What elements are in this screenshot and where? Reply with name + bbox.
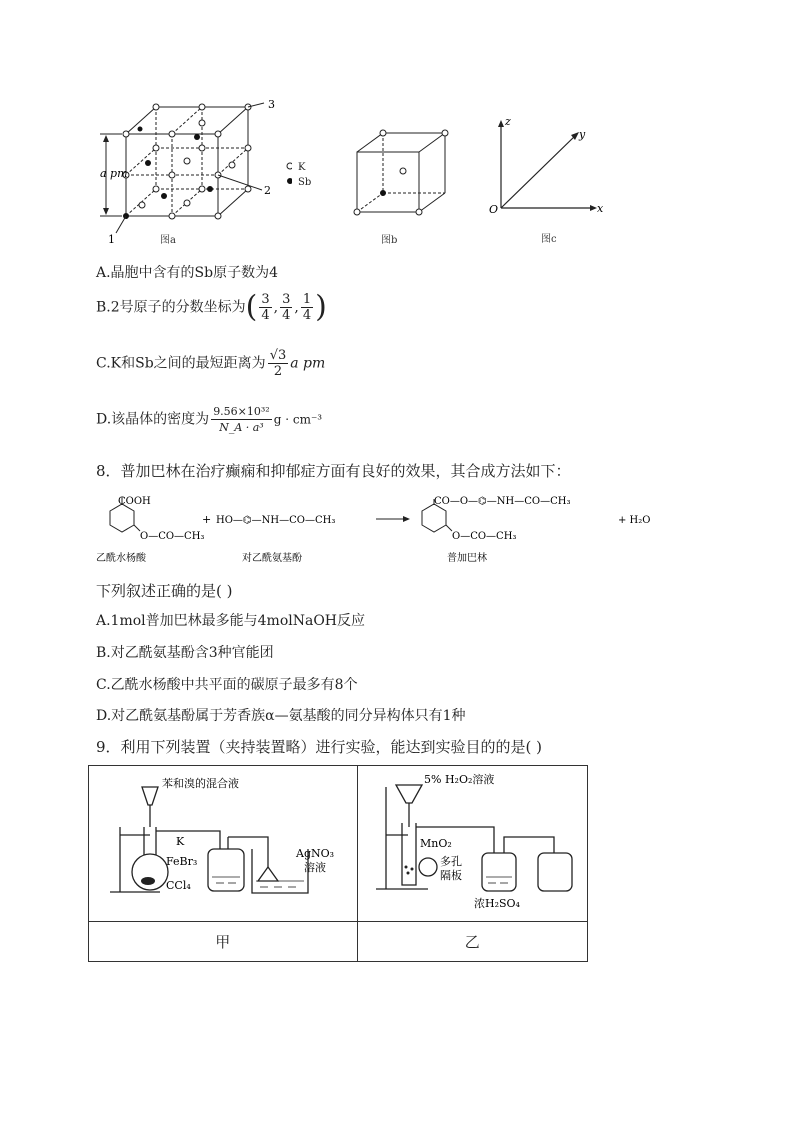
q7-option-a: A.晶胞中含有的Sb原子数为4 bbox=[96, 265, 279, 281]
figure-c bbox=[485, 112, 615, 247]
svg-text:HO—⌬—NH—CO—CH₃: HO—⌬—NH—CO—CH₃ bbox=[216, 515, 336, 526]
axis-x: x bbox=[597, 202, 604, 215]
cell-label-jia: 甲 bbox=[89, 922, 358, 962]
cell-label-yi: 乙 bbox=[357, 922, 587, 962]
reactant1-name: 乙酰水杨酸 bbox=[96, 553, 146, 564]
svg-text:CO—O—⌬—NH—CO—CH₃: CO—O—⌬—NH—CO—CH₃ bbox=[434, 496, 571, 507]
product-name: 普加巴林 bbox=[447, 553, 487, 564]
label-porous2: 隔板 bbox=[440, 868, 463, 882]
axis-y: y bbox=[579, 128, 586, 141]
figure-a bbox=[92, 95, 292, 250]
q8-prompt: 下列叙述正确的是( ) bbox=[96, 582, 233, 600]
q8-stem: 8．普加巴林在治疗癫痫和抑郁症方面有良好的效果，其合成方法如下： bbox=[96, 462, 571, 480]
legend-k: K bbox=[298, 162, 306, 173]
label-agno3: AgNO₃ bbox=[295, 846, 334, 860]
q9-stem: 9．利用下列装置（夹持装置略）进行实验，能达到实验目的的是( ) bbox=[96, 738, 543, 756]
q7-option-c: C.K和Sb之间的最短距离为 $\frac{√3}{2}$ a pm bbox=[96, 348, 326, 379]
apparatus-yi bbox=[358, 767, 586, 917]
q7-option-b-prefix: B.2号原子的分数坐标为 bbox=[96, 299, 246, 316]
legend-sb-swatch bbox=[287, 178, 292, 184]
apparatus-jia bbox=[90, 767, 356, 917]
q8-option-b: B.对乙酰氨基酚含3种官能团 bbox=[96, 645, 274, 661]
label-h2o2: 5% H₂O₂溶液 bbox=[424, 772, 495, 786]
label-h2so4: 浓H₂SO₄ bbox=[474, 896, 521, 910]
svg-text:+: + bbox=[202, 513, 212, 526]
svg-text:+ H₂O: + H₂O bbox=[618, 515, 651, 526]
q8-option-d: D.对乙酰氨基酚属于芳香族α—氨基酸的同分异构体只有1种 bbox=[96, 708, 466, 724]
apparatus-jia-cell bbox=[89, 766, 358, 922]
label-ccl4: CCl₄ bbox=[165, 878, 191, 892]
legend bbox=[298, 160, 311, 190]
legend-sb: Sb bbox=[298, 177, 312, 188]
q7-option-d: D.该晶体的密度为 $\frac{\text{9.56×10³²}}{\text{N\_A · a³}}$ g · cm⁻³ bbox=[96, 405, 323, 434]
lattice-label: a pm bbox=[100, 167, 128, 180]
reactant2-name: 对乙酰氨基酚 bbox=[242, 553, 302, 564]
atom-label-3: 3 bbox=[268, 98, 275, 111]
q7-option-b: B.2号原子的分数坐标为( $\frac{3}{4}$ , $\frac{3}{4}$ , $\frac{1}{4}$ ) bbox=[96, 289, 327, 325]
q8-option-c: C.乙酰水杨酸中共平面的碳原子最多有8个 bbox=[96, 677, 358, 693]
atom-label-2: 2 bbox=[264, 184, 271, 197]
svg-text:O—CO—CH₃: O—CO—CH₃ bbox=[140, 531, 205, 542]
apparatus-table bbox=[88, 765, 588, 962]
svg-text:O—CO—CH₃: O—CO—CH₃ bbox=[452, 531, 517, 542]
axis-z: z bbox=[505, 115, 511, 128]
legend-k-swatch bbox=[287, 163, 292, 169]
label-porous1: 多孔 bbox=[440, 854, 463, 868]
label-k: K bbox=[175, 834, 185, 848]
fig-c-caption: 图c bbox=[541, 234, 557, 245]
axis-origin: O bbox=[489, 203, 499, 216]
svg-text:COOH: COOH bbox=[118, 496, 151, 507]
label-febr3: FeBr₃ bbox=[165, 854, 198, 868]
label-mno2: MnO₂ bbox=[420, 836, 453, 850]
atom-label-1: 1 bbox=[108, 233, 115, 246]
fig-b-caption: 图b bbox=[381, 235, 398, 246]
apparatus-yi-cell bbox=[357, 766, 587, 922]
label-mix: 苯和溴的混合液 bbox=[161, 776, 239, 790]
fig-a-caption: 图a bbox=[160, 235, 176, 246]
label-solution: 溶液 bbox=[303, 860, 326, 874]
q8-option-a: A.1mol普加巴林最多能与4molNaOH反应 bbox=[96, 613, 366, 629]
figure-b bbox=[345, 125, 455, 250]
q8-reaction bbox=[92, 493, 652, 568]
